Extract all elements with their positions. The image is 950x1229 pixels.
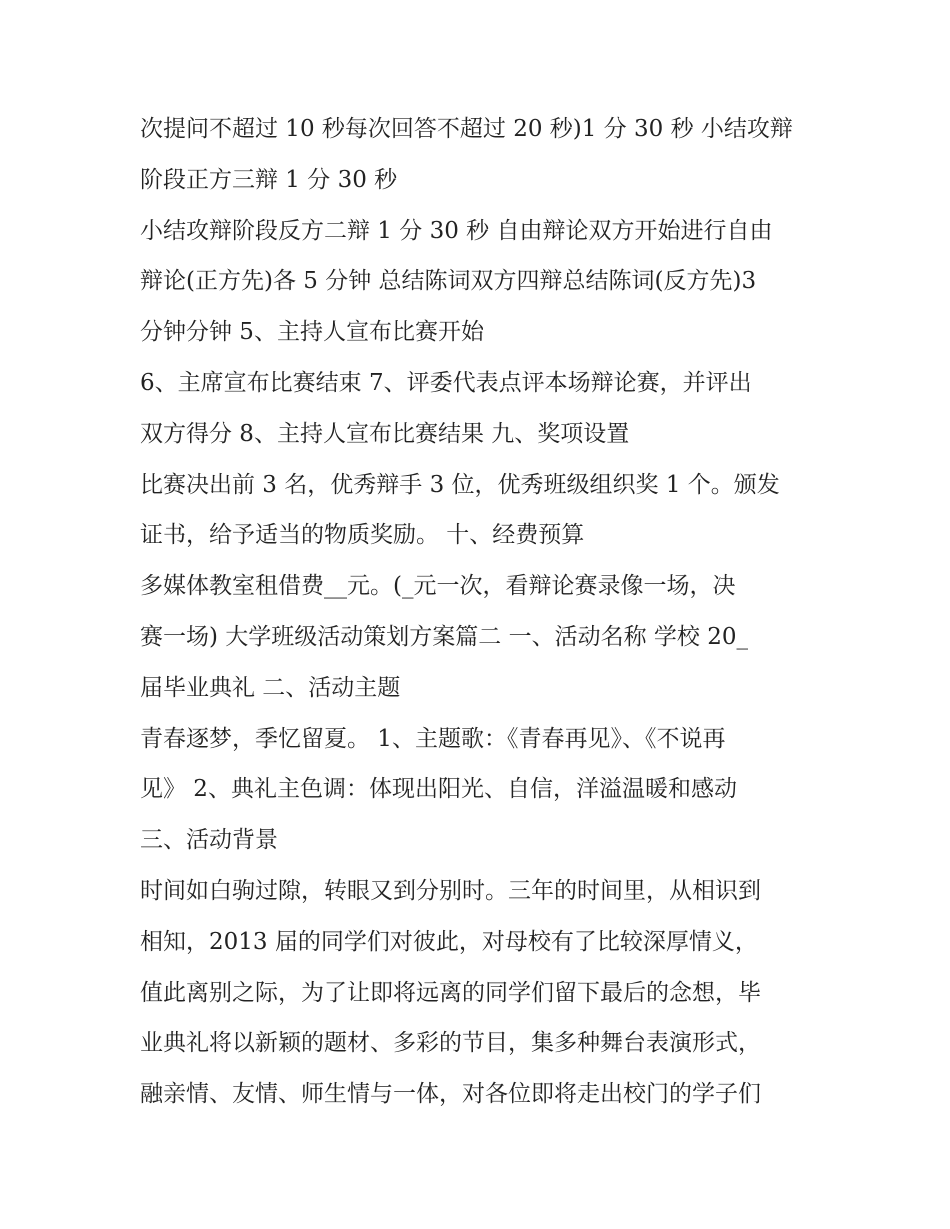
text-line: 比赛决出前 3 名，优秀辩手 3 位，优秀班级组织奖 1 个。颁发: [140, 471, 780, 498]
text-line: 辩论(正方先)各 5 分钟 总结陈词双方四辩总结陈词(反方先)3: [140, 268, 757, 295]
text-line: 业典礼将以新颖的题材、多彩的节目，集多种舞台表演形式，: [140, 1030, 761, 1057]
text-line: 融亲情、友情、师生情与一体，对各位即将走出校门的学子们: [140, 1081, 761, 1108]
text-line: 三、活动背景: [140, 827, 278, 854]
text-line: 小结攻辩阶段反方二辩 1 分 30 秒 自由辩论双方开始进行自由: [140, 217, 773, 244]
text-line: 6、主席宣布比赛结束 7、评委代表点评本场辩论赛，并评出: [140, 369, 752, 396]
text-line: 值此离别之际，为了让即将远离的同学们留下最后的念想，毕: [140, 979, 761, 1006]
text-line: 次提问不超过 10 秒每次回答不超过 20 秒)1 分 30 秒 小结攻辩: [140, 116, 793, 142]
text-line: 届毕业典礼 二、活动主题: [140, 674, 401, 701]
text-line: 证书，给予适当的物质奖励。 十、经费预算: [140, 522, 585, 549]
text-line: 时间如白驹过隙，转眼又到分别时。三年的时间里，从相识到: [140, 877, 761, 904]
text-line: 双方得分 8、主持人宣布比赛结果 九、奖项设置: [140, 420, 630, 447]
text-line: 见》 2、典礼主色调：体现出阳光、自信，洋溢温暖和感动: [140, 776, 737, 803]
text-line: 多媒体教室租借费__元。(_元一次，看辩论赛录像一场，决: [140, 573, 736, 600]
document-body: [140, 104, 830, 1120]
text-line: 分钟分钟 5、主持人宣布比赛开始: [140, 319, 484, 346]
text-line: 赛一场) 大学班级活动策划方案篇二 一、活动名称 学校 20_: [140, 623, 748, 650]
text-line: 青春逐梦，季忆留夏。 1、主题歌：《青春再见》、《不说再: [140, 725, 726, 752]
text-line: 阶段正方三辩 1 分 30 秒: [140, 166, 398, 193]
text-line: 相知，2013 届的同学们对彼此，对母校有了比较深厚情义，: [140, 928, 758, 955]
